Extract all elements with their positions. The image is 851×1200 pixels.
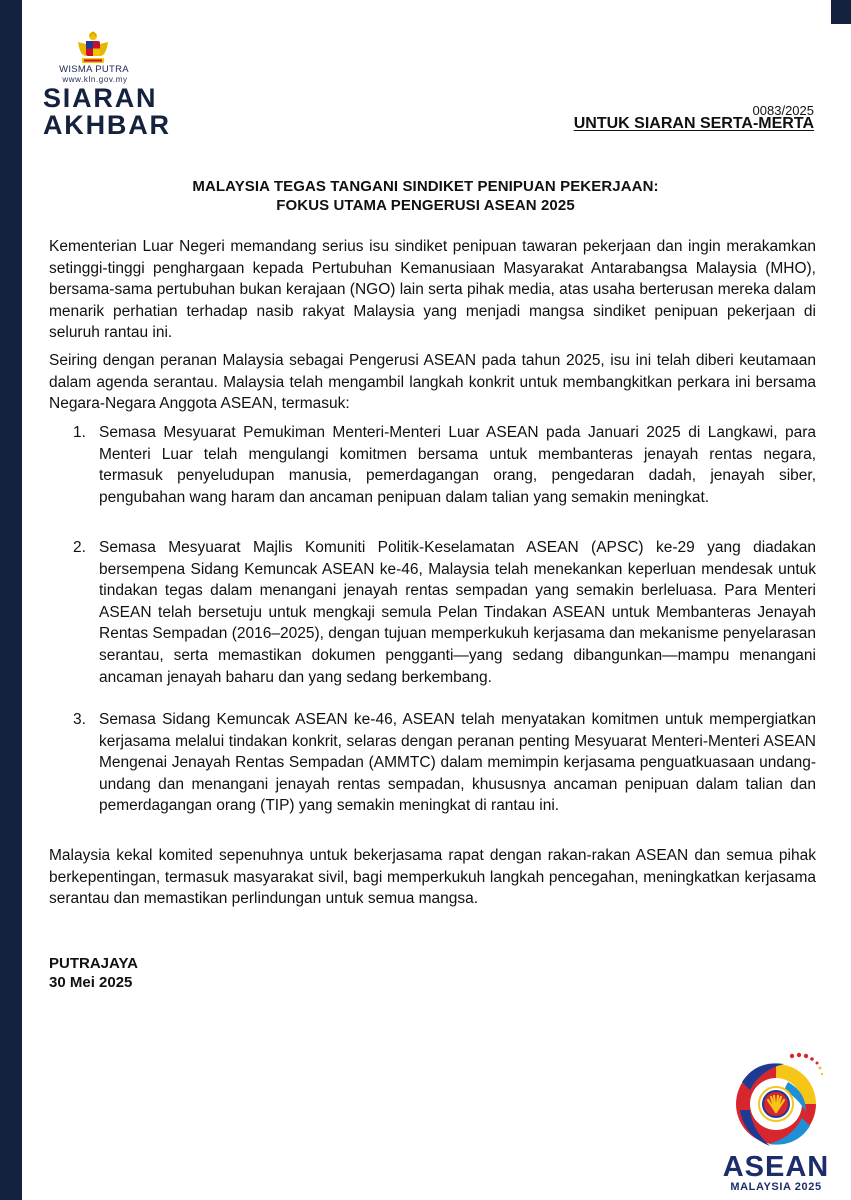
doc-type-line2: AKHBAR [43, 110, 171, 140]
asean-logo-word: ASEAN [722, 1151, 830, 1183]
release-note: UNTUK SIARAN SERTA-MERTA [573, 115, 814, 132]
list-item-text: Semasa Sidang Kemuncak ASEAN ke-46, ASEAN telah menyatakan komitmen untuk mempergiatkan kerjasama melalui tindakan konkrit, selaras dengan peranan penting Mesyuarat Menteri-Menteri ASEAN Mengenai Jenayah Rentas Sempadan (AMMTC) dalam memimpin kerjasama penguatkuasaan undang-undang dan menangani jenayah rentas sempadan, khususnya ancaman penipuan dalam talian dan pemerdagangan orang (TIP) yang semakin meningkat di rantau ini. [99, 711, 816, 815]
paragraph-1: Kementerian Luar Negeri memandang serius isu sindiket penipuan tawaran pekerjaan dan ingin merakamkan setinggi-tinggi penghargaan kepada Pertubuhan Kemanusiaan Masyarakat Antarabangsa Malaysia (MHO), bersama-sama pertubuhan bukan kerajaan (NGO) lain serta pihak media, atas usaha berterusan mereka dalam menarik perhatian terhadap nasib rakyat Malaysia yang menjadi mangsa sindiket penipuan pekerjaan di seluruh rantau ini. [49, 238, 816, 342]
ministry-url: www.kln.gov.my [62, 75, 128, 84]
left-decorative-band [0, 0, 22, 1200]
coat-of-arms-icon [74, 30, 112, 66]
paragraph-2: Seiring dengan peranan Malaysia sebagai Pengerusi ASEAN pada tahun 2025, isu ini telah diberi keutamaan dalam agenda serantau. Malaysia telah mengambil langkah konkrit untuk membangkitkan perkara ini bersama Negara-Negara Anggota ASEAN, termasuk: [49, 352, 816, 413]
asean-logo-subtitle: MALAYSIA 2025 [730, 1181, 822, 1193]
list-item-text: Semasa Mesyuarat Pemukiman Menteri-Menteri Luar ASEAN pada Januari 2025 di Langkawi, para Menteri Luar telah mengulangi komitmen bersama untuk membanteras jenayah rentas negara, termasuk penyeludupan manusia, pemerdagangan orang, pengedaran dadah, jenayah siber, pengubahan wang haram dan ancaman penipuan dalam talian yang semakin meningkat. [99, 424, 816, 506]
paragraph-3: Malaysia kekal komited sepenuhnya untuk bekerjasama rapat dengan rakan-rakan ASEAN dan semua pihak berkepentingan, termasuk masyarakat sivil, bagi memperkukuh langkah pencegahan, meningkatkan kerjasama serantau dan memastikan perlindungan untuk semua mangsa. [49, 847, 816, 908]
ministry-name: WISMA PUTRA [59, 64, 129, 75]
list-item-number: 1. [73, 424, 86, 441]
band-wedge [0, 1140, 22, 1200]
dateline-date: 30 Mei 2025 [49, 974, 133, 991]
list-item-number: 2. [73, 539, 86, 556]
asean-emblem-icon [726, 1052, 826, 1156]
top-right-corner-accent [831, 0, 851, 24]
list-item-number: 3. [73, 711, 86, 728]
doc-type-line1: SIARAN [43, 83, 158, 113]
title-line2: FOKUS UTAMA PENGERUSI ASEAN 2025 [276, 197, 575, 214]
dateline-place: PUTRAJAYA [49, 955, 138, 972]
reference-number: 0083/2025 [752, 103, 814, 118]
list-item-text: Semasa Mesyuarat Majlis Komuniti Politik-Keselamatan ASEAN (APSC) ke-29 yang diadakan bersempena Sidang Kemuncak ASEAN ke-46, Malaysia telah menekankan keperluan mendesak untuk tindakan tegas dalam menangani jenayah rentas sempadan yang semakin berleluasa. Para Menteri ASEAN telah bersetuju untuk mengkaji semula Pelan Tindakan ASEAN untuk Membanteras Jenayah Rentas Sempadan (2016–2025), dengan tujuan memperkukuh kerjasama dan mekanisme penyelarasan serantau, serta memastikan dokumen pengganti—yang sedang dibangunkan—mampu menangani ancaman jenayah baharu dan yang sedang berkembang. [99, 539, 816, 686]
title-line1: MALAYSIA TEGAS TANGANI SINDIKET PENIPUAN PEKERJAAN: [192, 178, 659, 195]
